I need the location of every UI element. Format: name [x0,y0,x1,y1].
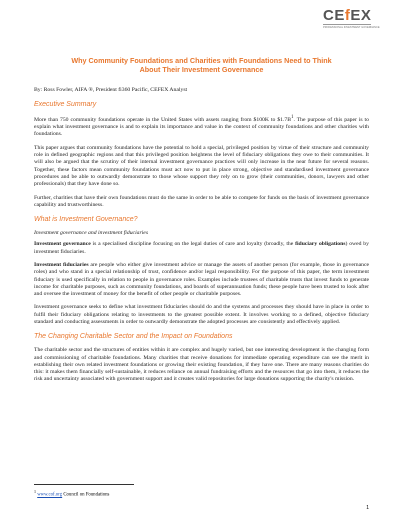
exec-summary-paragraph-2: This paper argues that community foundations have the potential to hold a special, privileged position by virtue of their structure and community role in defined geographic regions and that this privileged position heightens the level of fiduciary obligations they owe to their communities. It will also be argued that the scrutiny of their internal investment governance practices will only increase in the near future for several reasons. Together, these factors mean community foundations must act now to put in place strong, objective and standardised investment governance procedures and be able to outwardly demonstrate to those whose support they rely on to grow (their communities, donors, lawyers and other professionals) that they have done so. [34,144,369,188]
logo-wordmark: CEfEX [323,7,372,24]
footnote-divider [34,484,134,485]
logo-tagline: PROFESSIONAL INVESTMENT GOVERNANCE [323,26,380,29]
subheading-investment-fiduciaries: Investment governance and investment fiduciaries [34,230,149,237]
heading-executive-summary: Executive Summary [34,101,97,109]
exec-summary-paragraph-3: Further, charities that have their own foundations must do the same in order to be able to compete for funds on the basis of investment governance capability and trustworthiness. [34,194,369,208]
page-number: 1 [366,505,369,511]
heading-what-is-investment-governance: What is Investment Governance? [34,216,138,224]
document-title: Why Community Foundations and Charities with Foundations Need to Think About Their Investment Governance [71,56,332,75]
footnote [34,489,109,498]
footnote-ref-1[interactable]: 1 [291,114,294,120]
what-is-paragraph-1: Investment governance is a specialised discipline focusing on the legal duties of care and loyalty (broadly, the fiduciary obligations) owed by investment fiduciaries. [34,241,369,255]
exec-summary-paragraph-1: More than 750 community foundations operate in the United States with assets ranging from $100K to $\$1.7B^1$. The purpose of this paper is to explain what investment governance is and to explain its importance and value in the context of community foundations and other charities with foundations. [34,114,369,138]
byline: By: Ross Fowler, AIFA ®, President fi360 Pacific, CEFEX Analyst [34,86,188,93]
cefex-logo [323,7,380,29]
changing-paragraph-1: The charitable sector and the structures of entities within it are complex and hugely varied, but one interesting development is the changing form and commissioning of charitable foundations. Many charities that receive donations for immediate operating expenditure can see the merit in establishing their own related investment foundations or growing their existing foundation, if they have one. There are many reasons charities do this: it makes them financially self-sustainable, it reduces reliance on annual fundraising efforts and the resources that go into them, it reduces the risk and uncertainty associated with government support and it creates valid repositories for large donations supporting the charity's mission. [34,347,369,383]
footnote-number: 1 [34,489,36,494]
footnote-text: Council on Foundations [62,492,110,498]
heading-changing-charitable-sector: The Changing Charitable Sector and the Impact on Foundations [34,333,233,341]
what-is-paragraph-3: Investment governance seeks to define what investment fiduciaries should do and the systems and processes they should have in place in order to fulfil their fiduciary obligations relating to investments to the greatest possible extent. It involves working to a defined, objective fiduciary standard and conducting assessments in order to outwardly demonstrate the adopted processes are consistently and effectively applied. [34,304,369,326]
what-is-paragraph-2: Investment fiduciaries are people who either give investment advice or manage the assets of another person (for example, those in governance roles) and who stand in a special relationship of trust, confidence and/or legal responsibility. For the purpose of this paper, the term investment fiduciary is used specifically in relation to people in governance roles. Examples include trustees of charitable trusts that invest funds to generate income for charitable purposes, such as community foundations, and boards of superannuation funds; these people have been trusted to look after and oversee the investment of money for the benefit of other people or charitable purposes. [34,261,370,298]
footnote-link[interactable]: www.cof.org [37,492,63,498]
